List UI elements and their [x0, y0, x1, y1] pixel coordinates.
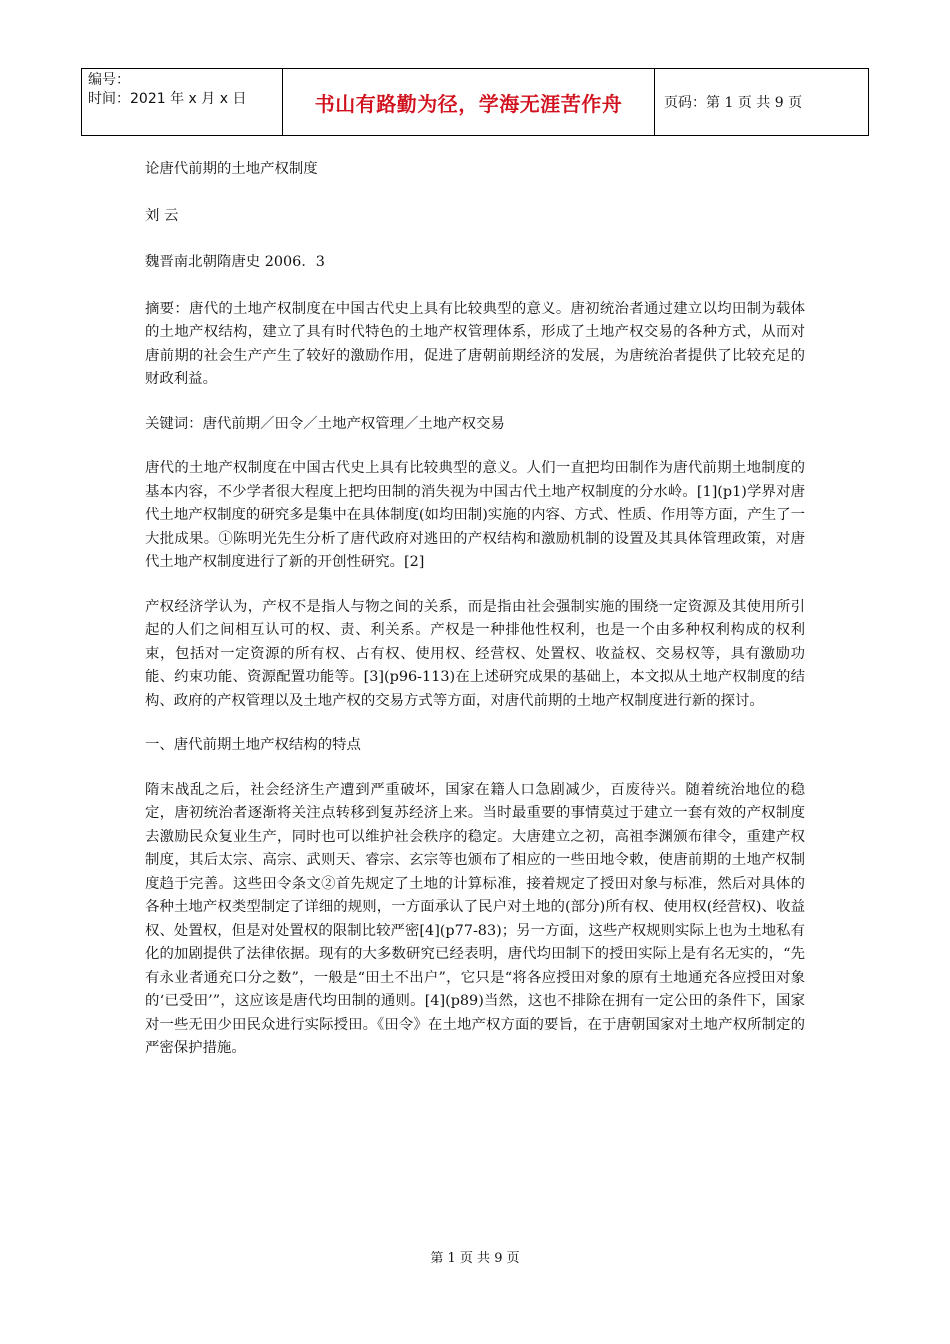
- footer-page-number: 第 1 页 共 9 页: [430, 1251, 520, 1266]
- article-body: [145, 158, 805, 1082]
- section-heading: 一、唐代前期土地产权结构的特点: [145, 737, 361, 753]
- keywords-line: 关键词：唐代前期／田令／土地产权管理／土地产权交易: [145, 415, 505, 432]
- header-motto: 书山有路勤为径，学海无涯苦作舟: [314, 91, 623, 116]
- document-date: 时间：2021 年 x 月 x 日: [88, 91, 247, 107]
- abstract-paragraph: 摘要：唐代的土地产权制度在中国古代史上具有比较典型的意义。唐初统治者通过建立以均田制为载体的土地产权结构，建立了具有时代特色的土地产权管理体系，形成了土地产权交易的各种方式，从而对唐前期的社会生产产生了较好的激励作用，促进了唐朝前期经济的发展，为唐统治者提供了比较充足的财政利益。: [145, 300, 805, 387]
- header-page-info: 页码：第 1 页 共 9 页: [664, 95, 803, 111]
- page-footer: [0, 1247, 950, 1266]
- article-source: 魏晋南北朝隋唐史 2006．3: [145, 254, 325, 270]
- body-paragraph: 隋末战乱之后，社会经济生产遭到严重破坏，国家在籍人口急剧减少，百废待兴。随着统治地位的稳定，唐初统治者逐渐将关注点转移到复苏经济上来。当时最重要的事情莫过于建立一套有效的产权制度去激励民众复业生产，同时也可以维护社会秩序的稳定。大唐建立之初，高祖李渊颁布律令，重建产权制度，其后太宗、高宗、武则天、睿宗、玄宗等也颁布了相应的一些田地令敕，使唐前期的土地产权制度趋于完善。这些田令条文②首先规定了土地的计算标准，接着规定了授田对象与标准，然后对具体的各种土地产权类型制定了详细的规则，一方面承认了民户对土地的(部分)所有权、使用权(经营权)、收益权、处置权，但是对处置权的限制比较严密[4](p77-83)；另一方面，这些产权规则实际上也为土地私有化的加剧提供了法律依据。现有的大多数研究已经表明，唐代均田制下的授田实际上是有名无实的，“先有永业者通充口分之数”，一般是“田土不出户”，它只是“将各应授田对象的原有土地通充各应授田对象的‘已受田’”，这应该是唐代均田制的通则。[4](p89)当然，这也不排除在拥有一定公田的条件下，国家对一些无田少田民众进行实际授田。《田令》在土地产权方面的要旨，在于唐朝国家对土地产权所制定的严密保护措施。: [145, 781, 805, 1056]
- article-author: 刘 云: [145, 207, 179, 224]
- header-motto-cell: [283, 69, 655, 135]
- article-title: 论唐代前期的土地产权制度: [145, 161, 318, 177]
- header-meta-cell: [82, 69, 283, 135]
- document-header: [81, 68, 869, 136]
- body-paragraph: 产权经济学认为，产权不是指人与物之间的关系，而是指由社会强制实施的围绕一定资源及其使用所引起的人们之间相互认可的权、责、利关系。产权是一种排他性权利，也是一个由多种权利构成的权利束，包括对一定资源的所有权、占有权、使用权、经营权、处置权、收益权、交易权等，具有激励功能、约束功能、资源配置功能等。[3](p96-113)在上述研究成果的基础上，本文拟从土地产权制度的结构、政府的产权管理以及土地产权的交易方式等方面，对唐代前期的土地产权制度进行新的探讨。: [145, 598, 805, 709]
- header-page-cell: [655, 69, 868, 135]
- document-number-label: 编号：: [88, 72, 130, 88]
- body-paragraph: 唐代的土地产权制度在中国古代史上具有比较典型的意义。人们一直把均田制作为唐代前期土地制度的基本内容，不少学者很大程度上把均田制的消失视为中国古代土地产权制度的分水岭。[1](p1)学界对唐代土地产权制度的研究多是集中在具体制度(如均田制)实施的内容、方式、性质、作用等方面，产生了一大批成果。①陈明光先生分析了唐代政府对逃田的产权结构和激励机制的设置及其具体管理政策，对唐代土地产权制度进行了新的开创性研究。[2]: [145, 460, 805, 570]
